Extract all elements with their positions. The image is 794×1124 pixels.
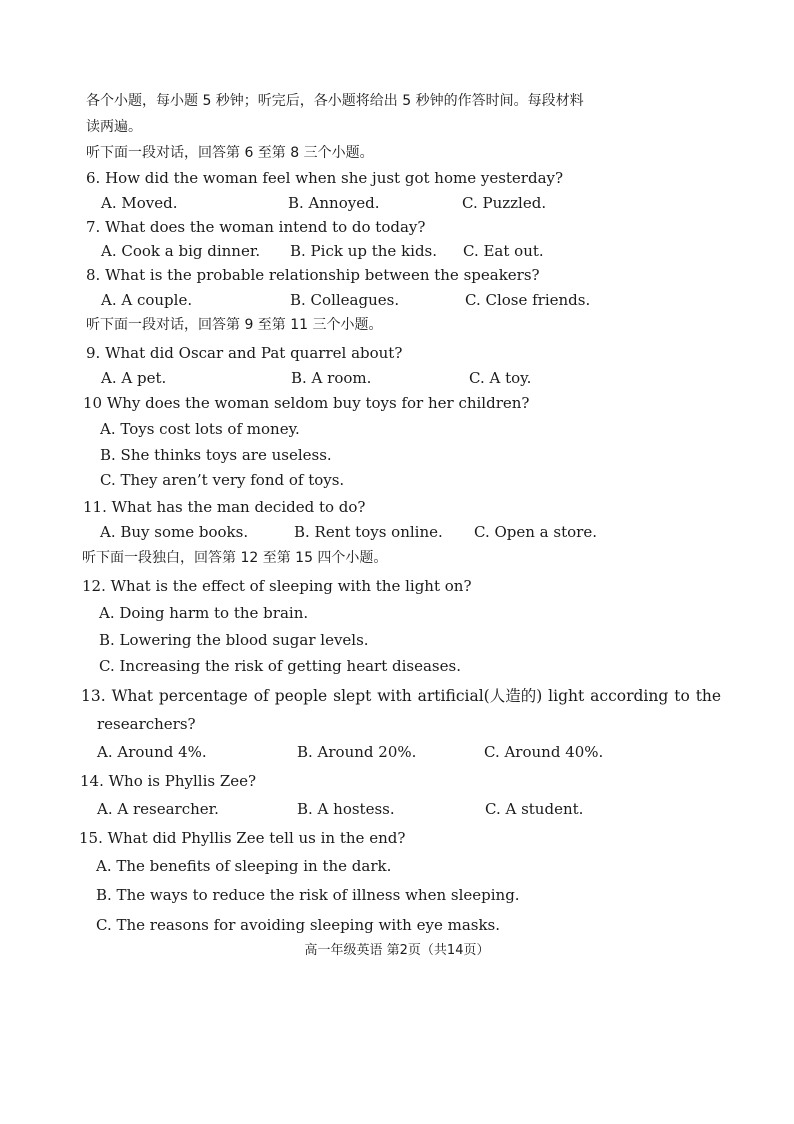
section-directive <box>0 545 794 571</box>
instruction-line <box>0 88 794 114</box>
option-a: A. Buy some books. <box>100 523 249 541</box>
option-row <box>0 190 794 216</box>
option-a: A. A pet. <box>101 369 167 387</box>
option-a: A. A researcher. <box>97 800 219 818</box>
option-a: A. Doing harm to the brain. <box>99 604 309 622</box>
option-b: B. Annoyed. <box>288 194 380 212</box>
option-a: A. The benefits of sleeping in the dark. <box>96 857 392 875</box>
section-directive <box>0 312 794 338</box>
option-a: A. A couple. <box>101 291 193 309</box>
option-c: C. Increasing the risk of getting heart diseases. <box>99 657 461 675</box>
option-row <box>0 365 794 391</box>
question-stem <box>0 390 794 416</box>
option-a: A. Cook a big dinner. <box>101 242 261 260</box>
option-b: B. The ways to reduce the risk of illness when sleeping. <box>96 886 520 904</box>
stem-text: 12. What is the effect of sleeping with the light on? <box>82 577 472 595</box>
option-line <box>0 442 794 468</box>
option-row <box>0 519 794 545</box>
option-line <box>0 600 794 626</box>
option-a: A. Around 4%. <box>97 743 207 761</box>
stem-text: 14. Who is Phyllis Zee? <box>80 772 257 790</box>
question-stem <box>0 214 794 240</box>
option-c: C. A student. <box>485 800 584 818</box>
option-line <box>0 653 794 679</box>
instruction-text: 各个小题，每小题 5 秒钟；听完后，各小题将给出 5 秒钟的作答时间。每段材料 <box>86 93 584 109</box>
option-b: B. A room. <box>291 369 372 387</box>
option-b: B. Around 20%. <box>297 743 417 761</box>
question-stem <box>0 262 794 288</box>
option-line <box>0 416 794 442</box>
option-b: B. She thinks toys are useless. <box>100 446 332 464</box>
question-stem <box>0 573 794 599</box>
option-b: B. Colleagues. <box>290 291 400 309</box>
option-a: A. Toys cost lots of money. <box>100 420 300 438</box>
option-c: C. Open a store. <box>474 523 597 541</box>
option-line <box>0 912 794 938</box>
directive-text: 听下面一段对话，回答第 6 至第 8 三个小题。 <box>86 145 374 161</box>
option-c: C. Close friends. <box>465 291 591 309</box>
option-line <box>0 467 794 493</box>
option-row <box>0 238 794 264</box>
directive-text: 听下面一段对话，回答第 9 至第 11 三个小题。 <box>86 317 383 333</box>
option-b: B. Pick up the kids. <box>290 242 438 260</box>
question-stem <box>0 165 794 191</box>
stem-text: 11. What has the man decided to do? <box>83 498 366 516</box>
question-stem <box>0 768 794 794</box>
option-c: C. Eat out. <box>463 242 544 260</box>
option-row <box>0 287 794 313</box>
option-c: C. A toy. <box>469 369 532 387</box>
option-c: C. The reasons for avoiding sleeping with eye masks. <box>96 916 501 934</box>
option-row <box>0 796 794 822</box>
stem-text: 6. How did the woman feel when she just got home yesterday? <box>86 169 564 187</box>
option-b: B. Rent toys online. <box>294 523 443 541</box>
stem-text: 9. What did Oscar and Pat quarrel about? <box>86 344 403 362</box>
page-footer: 高一年级英语 第2页（共14页） <box>304 943 490 958</box>
stem-text: 7. What does the woman intend to do today? <box>86 218 426 236</box>
instruction-text: 读两遍。 <box>86 119 142 135</box>
option-c: C. They aren’t very fond of toys. <box>100 471 345 489</box>
question-stem <box>0 683 794 709</box>
option-a: A. Moved. <box>101 194 178 212</box>
question-stem <box>0 340 794 366</box>
option-row <box>0 739 794 765</box>
stem-text: researchers? <box>97 715 196 733</box>
option-b: B. A hostess. <box>297 800 395 818</box>
option-line <box>0 853 794 879</box>
option-c: C. Around 40%. <box>484 743 604 761</box>
option-c: C. Puzzled. <box>462 194 547 212</box>
question-stem <box>0 494 794 520</box>
instruction-line <box>0 114 794 140</box>
stem-text: 8. What is the probable relationship between the speakers? <box>86 266 540 284</box>
option-line <box>0 627 794 653</box>
stem-text: 15. What did Phyllis Zee tell us in the end? <box>79 829 406 847</box>
question-stem <box>0 825 794 851</box>
directive-text: 听下面一段独白，回答第 12 至第 15 四个小题。 <box>82 550 388 566</box>
question-stem-continued <box>0 711 794 737</box>
stem-text: 10 Why does the woman seldom buy toys for her children? <box>83 394 530 412</box>
option-line <box>0 882 794 908</box>
stem-text: 13. What percentage of people slept with artificial(人造的) light according to the <box>81 687 722 705</box>
option-b: B. Lowering the blood sugar levels. <box>99 631 369 649</box>
section-directive <box>0 140 794 166</box>
